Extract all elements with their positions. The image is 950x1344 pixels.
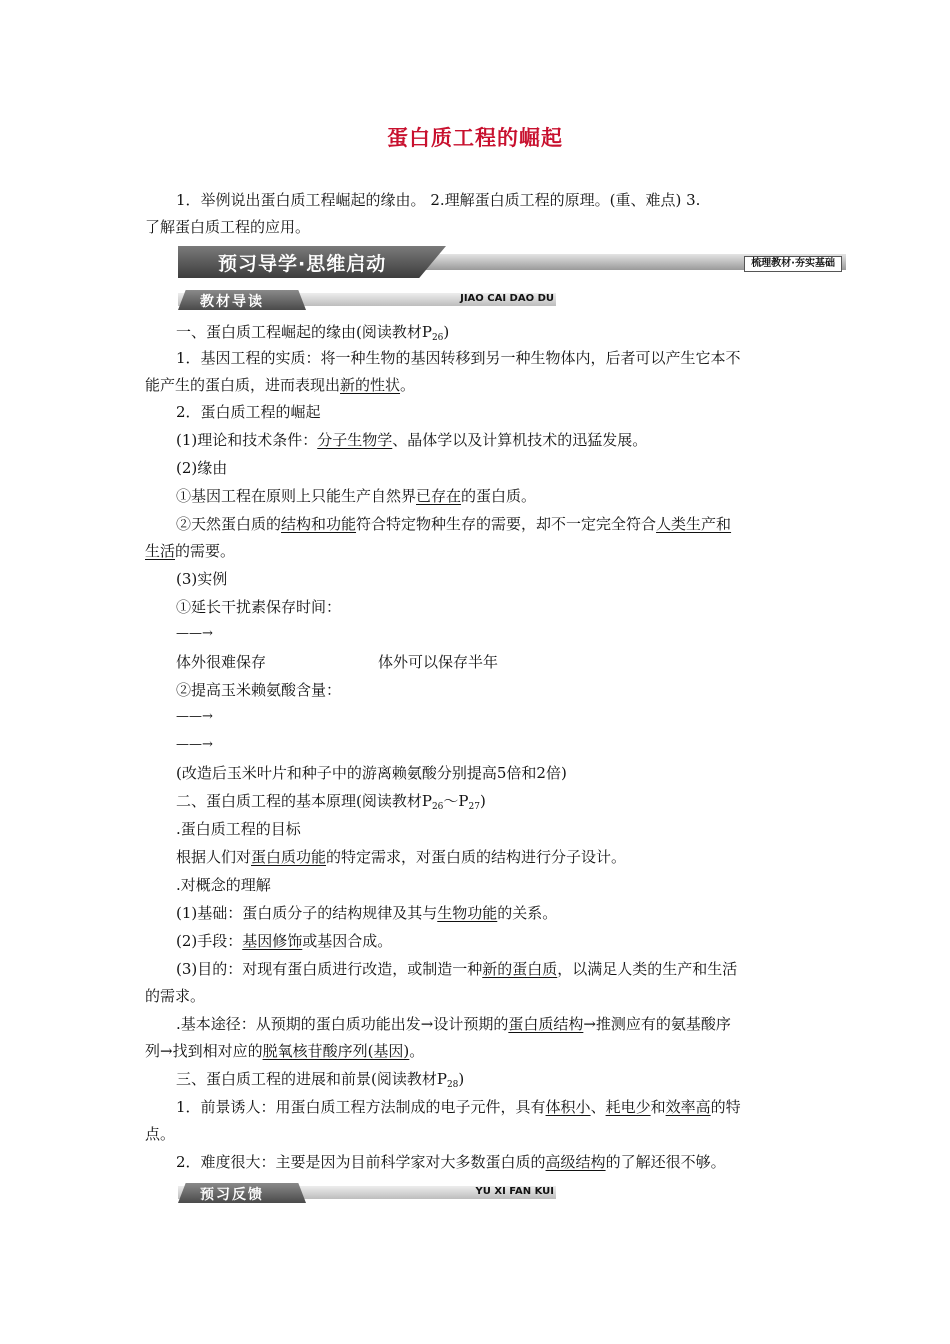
part3-heading: 三、蛋白质工程的进展和前景(阅读教材$P_{28}$) xyxy=(176,1070,465,1090)
part1-r2-line1: ②天然蛋白质的结构和功能符合特定物种生存的需要，却不一定完全符合人类生产和 xyxy=(176,515,732,533)
part2-b3-line2: 的需求。 xyxy=(145,987,206,1005)
part2-b2: (2)手段：基因修饰或基因合成。 xyxy=(176,932,393,950)
part1-e2: ②提高玉米赖氨酸含量： xyxy=(176,681,342,699)
banner-tag: 梳理教材·夯实基础 xyxy=(744,256,842,272)
part2-t1-body: 根据人们对蛋白质功能的特定需求，对蛋白质的结构进行分子设计。 xyxy=(176,848,627,866)
part1-heading: 一、蛋白质工程崛起的缘由(阅读教材$P_{26}$) xyxy=(176,323,450,343)
part1-c3: (3)实例 xyxy=(176,570,228,588)
part1-r2-line2: 生活的需要。 xyxy=(145,542,236,560)
banner-title: 预习导学·思维启动 xyxy=(218,253,387,275)
part2-t3-line2: 列→找到相对应的脱氧核苷酸序列(基因)。 xyxy=(145,1042,425,1060)
part2-t3-line1: .基本途径：从预期的蛋白质功能出发→设计预期的蛋白质结构→推测应有的氨基酸序 xyxy=(176,1015,731,1033)
part1-e2-note: (改造后玉米叶片和种子中的游离赖氨酸分别提高5倍和2倍) xyxy=(176,764,567,782)
part2-t1: .蛋白质工程的目标 xyxy=(176,820,301,838)
section-reading-label: 教材导读 xyxy=(200,294,264,310)
part1-e1-right: 体外可以保存半年 xyxy=(378,653,499,671)
part1-p2: 2．蛋白质工程的崛起 xyxy=(176,403,321,421)
part1-e1-left: 体外很难保存 xyxy=(176,653,267,671)
part1-e1: ①延长干扰素保存时间： xyxy=(176,598,342,616)
part1-c2: (2)缘由 xyxy=(176,459,228,477)
part2-heading: 二、蛋白质工程的基本原理(阅读教材$P_{26}\sim P_{27}$) xyxy=(176,792,486,812)
section-reading-bar xyxy=(178,290,556,310)
part2-b3-line1: (3)目的：对现有蛋白质进行改造，或制造一种新的蛋白质，以满足人类的生产和生活 xyxy=(176,960,738,978)
section-feedback-bar xyxy=(178,1183,556,1203)
part2-t2: .对概念的理解 xyxy=(176,876,271,894)
section-reading-en: JIAO CAI DAO DU xyxy=(460,293,554,304)
part3-p2: 2．难度很大：主要是因为目前科学家对大多数蛋白质的高级结构的了解还很不够。 xyxy=(176,1153,726,1171)
part1-r1: ①基因工程在原则上只能生产自然界已存在的蛋白质。 xyxy=(176,487,537,505)
page-title: 蛋白质工程的崛起 xyxy=(387,126,563,150)
arrow-3: ——→ xyxy=(176,737,213,752)
part1-p1-line2: 能产生的蛋白质，进而表现出新的性状。 xyxy=(145,376,416,394)
section-feedback-en: YU XI FAN KUI xyxy=(475,1186,554,1197)
arrow-2: ——→ xyxy=(176,709,213,724)
part1-c1: (1)理论和技术条件：分子生物学、晶体学以及计算机技术的迅猛发展。 xyxy=(176,431,648,449)
part3-p1-line2: 点。 xyxy=(145,1125,176,1143)
arrow-1: ——→ xyxy=(176,626,213,641)
objectives-line-1: 1．举例说出蛋白质工程崛起的缘由。 2.理解蛋白质工程的原理。(重、难点) 3. xyxy=(176,191,701,209)
section-feedback-label: 预习反馈 xyxy=(200,1187,264,1203)
objectives-line-2: 了解蛋白质工程的应用。 xyxy=(145,218,311,236)
part3-p1-line1: 1．前景诱人：用蛋白质工程方法制成的电子元件，具有体积小、耗电少和效率高的特 xyxy=(176,1098,741,1116)
part1-p1-line1: 1．基因工程的实质：将一种生物的基因转移到另一种生物体内，后者可以产生它本不 xyxy=(176,349,741,367)
preview-banner xyxy=(178,246,846,278)
part2-b1: (1)基础：蛋白质分子的结构规律及其与生物功能的关系。 xyxy=(176,904,558,922)
